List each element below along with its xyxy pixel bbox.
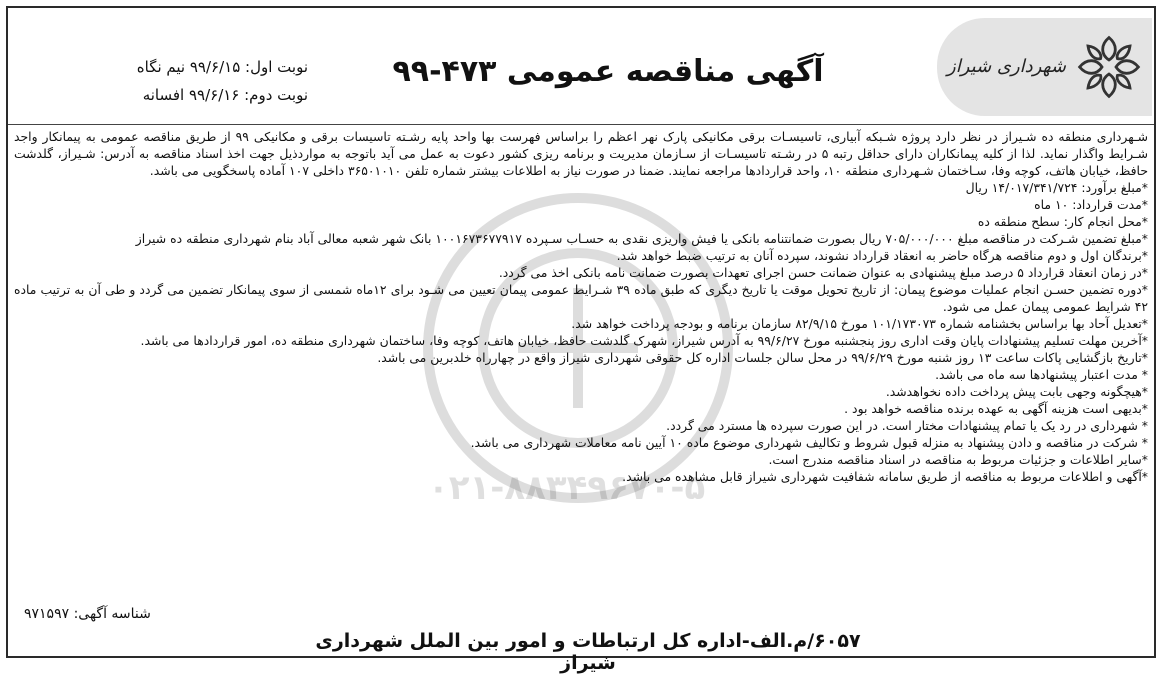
condition-item: * مدت اعتبار پیشنهادها سه ماه می باشد. bbox=[935, 367, 1148, 382]
ad-identifier: شناسه آگهی: ۹۷۱۵۹۷ bbox=[24, 606, 151, 622]
condition-item: *مبلغ برآورد: ۱۴/۰۱۷/۳۴۱/۷۲۴ ریال bbox=[965, 180, 1148, 195]
condition-item: *در زمان انعقاد قرارداد ۵ درصد مبلغ پیشنهادی به عنوان ضمانت حسن اجرای تعهدات بصورت ضمانت نامه بانکی اخذ می گردد. bbox=[498, 265, 1148, 280]
notice-body bbox=[14, 128, 1148, 485]
condition-item: *مدت قرارداد: ۱۰ ماه bbox=[1034, 197, 1148, 212]
logo-area bbox=[937, 18, 1152, 116]
notice-header bbox=[8, 8, 1154, 125]
logo-text: شهرداری شیراز bbox=[947, 56, 1066, 77]
condition-item: *تاریخ بازگشایی پاکات ساعت ۱۳ روز شنبه مورخ ۹۹/۶/۲۹ در محل سالن جلسات اداره کل حقوقی شهرداری شیراز واقع در چهارراه خلدبرین می باشد. bbox=[377, 350, 1148, 365]
shiraz-municipality-flower-icon bbox=[1074, 32, 1144, 102]
condition-item: *آخرین مهلت تسلیم پیشنهادات پایان وقت اداری روز پنجشنبه مورخ ۹۹/۶/۲۷ به آدرس شیراز، شهرک گلدشت حافظ، خیابان هاتف، کوچه وفا، ساختمان شهرداری منطقه ده، امور قراردادها می باشد. bbox=[140, 333, 1148, 348]
condition-item: *مبلغ تضمین شـرکت در مناقصه مبلغ ۷۰۵/۰۰۰/۰۰۰ ریال بصورت ضمانتنامه بانکی یا فیش واریزی نقدی به حسـاب سـپرده ۱۰۰۱۶۷۳۶۷۷۹۱۷ بانک شهر شعبه معالی آباد بنام شهرداری منطقه ده شیراز bbox=[135, 231, 1148, 246]
condition-item: * شرکت در مناقصه و دادن پیشنهاد به منزله قبول شروط و تکالیف شهرداری موضوع ماده ۱۰ آیین نامه معاملات شهرداری می باشد. bbox=[470, 435, 1148, 450]
condition-item: *محل انجام کار: سطح منطقه ده bbox=[977, 214, 1148, 229]
condition-item: *هیچگونه وجهی بابت پیش پرداخت داده نخواهدشد. bbox=[885, 384, 1148, 399]
condition-item: *آگهی و اطلاعات مربوط به مناقصه از طریق سامانه شفافیت شهرداری شیراز قابل مشاهده می باشد. bbox=[622, 469, 1148, 484]
watermark-phone: ۰۲۱-۸۸۳۴۹۶۷۰-۵ bbox=[428, 468, 706, 508]
condition-item: *تعدیل آحاد بها براساس بخشنامه شماره ۱۰۱/۱۷۳۰۷۳ مورخ ۸۲/۹/۱۵ سازمان برنامه و بودجه پرداخت خواهد شد. bbox=[571, 316, 1148, 331]
condition-item: *دوره تضمین حسـن انجام عملیات موضوع پیمان: از تاریخ تحویل موقت یا تاریخ دیگری که طبق ماده ۳۹ شـرایط عمومی پیمان تعیین می شـود برای ۱۲ماه شمسی از سوی پیمانکار تضمین می گردد و طی آن به ترتیب ماده ۴۲ شرایط عمومی پیمان عمل می شود. bbox=[14, 282, 1148, 314]
condition-item: *سایر اطلاعات و جزئیات مربوط به مناقصه در اسناد مناقصه مندرج است. bbox=[768, 452, 1148, 467]
notice-footer: ۶۰۵۷/م.الف-اداره کل ارتباطات و امور بین الملل شهرداری شیراز bbox=[315, 630, 861, 674]
condition-item: *برندگان اول و دوم مناقصه هرگاه حاضر به انعقاد قرارداد نشوند، سپرده آنان به ترتیب ضبط خواهد شد. bbox=[616, 248, 1148, 263]
publish-first-round: نوبت اول: ۹۹/۶/۱۵ نیم نگاه bbox=[136, 58, 308, 76]
tender-notice-frame bbox=[6, 6, 1156, 674]
intro-paragraph: شـهرداری منطقه ده شـیراز در نظر دارد پروژه شـبکه آبیاری، تاسیسـات برقی مکانیکی پارک نهر اعظم را براساس فهرست بها واحد پایه رشـته تاسیسات برقی و مکانیکی ۹۹ از طریق مناقصه عمومی به پیمانکار واجد شـرایط واگذار نماید. لذا از کلیه پیمانکاران دارای حداقل رتبه ۵ در رشـته تاسیسـات از سـازمان مدیریت و برنامه ریزی کشور دعوت به عمل می آید باتوجه به مواردذیل جهت اخذ اسناد مناقصه به آدرس: شـیراز، گلدشت حافظ، خیابان هاتف، کوچه وفا، سـاختمان شـهرداری منطقه ۱۰، واحد قراردادها مراجعه نمایند. ضمنا در صورت نیاز به اطلاعات بیشتر شماره تلفن ۳۶۵۰۱۰۱۰ داخلی ۱۰۷ آماده پاسخگویی می باشد. bbox=[14, 129, 1149, 178]
condition-item: * شهرداری در رد یک یا تمام پیشنهادات مختار است. در این صورت سپرده ها مسترد می گردد. bbox=[666, 418, 1148, 433]
notice-title: آگهی مناقصه عمومی ۴۷۳-۹۹ bbox=[392, 54, 824, 89]
condition-item: *بدیهی است هزینه آگهی به عهده برنده مناقصه خواهد بود . bbox=[844, 401, 1148, 416]
publish-second-round: نوبت دوم: ۹۹/۶/۱۶ افسانه bbox=[142, 86, 308, 104]
conditions-list bbox=[14, 179, 1148, 485]
